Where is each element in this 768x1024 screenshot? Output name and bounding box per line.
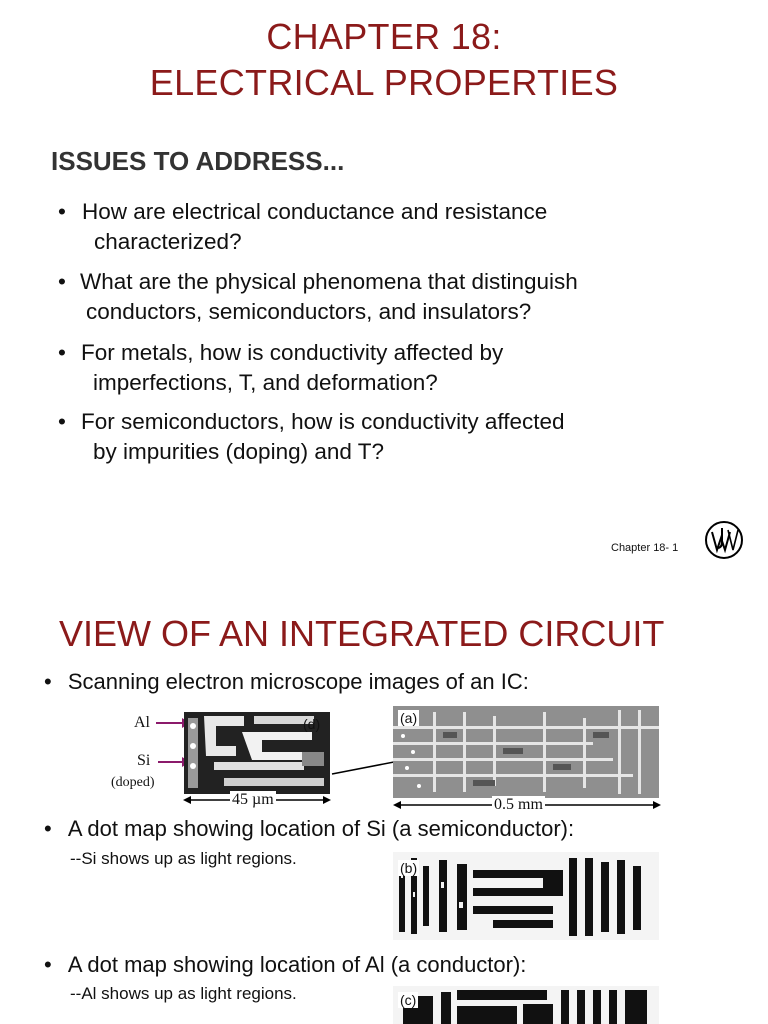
bullet-4-line2: by impurities (doping) and T? — [93, 439, 384, 464]
chapter-title-line1: CHAPTER 18: — [266, 16, 502, 57]
bullet-dot: • — [44, 816, 52, 841]
panel-b-label: (b) — [400, 860, 418, 876]
dot-map-al-image — [393, 986, 659, 1024]
bullet-dot: • — [44, 669, 52, 694]
al-map-subtext: --Al shows up as light regions. — [70, 984, 297, 1003]
issues-heading: ISSUES TO ADDRESS... — [51, 146, 345, 176]
si-label: Si — [137, 752, 151, 769]
bullet-4-line1: For semiconductors, how is conductivity affected — [81, 409, 565, 434]
dot-map-si-image — [393, 852, 659, 940]
slide-footer: Chapter 18- 1 — [611, 542, 679, 554]
sem-image-a — [393, 706, 659, 798]
panel-a-label: (a) — [400, 710, 418, 726]
bullet-3 — [58, 338, 718, 398]
doped-label: (doped) — [111, 775, 155, 790]
sem-bullet — [44, 669, 529, 695]
bullet-dot: • — [44, 952, 52, 977]
al-map-bullet — [44, 952, 526, 978]
bullet-1 — [58, 197, 718, 257]
al-label: Al — [134, 714, 150, 731]
bullet-4 — [58, 407, 718, 467]
bullet-2 — [58, 267, 718, 327]
sem-bullet-text: Scanning electron microscope images of an IC: — [67, 669, 529, 694]
bullet-3-line2: imperfections, T, and deformation? — [93, 370, 438, 395]
ic-view-title: VIEW OF AN INTEGRATED CIRCUIT — [59, 613, 665, 654]
bullet-1-line1: How are electrical conductance and resistance — [82, 199, 548, 224]
bullet-dot: • — [58, 199, 66, 224]
chapter-title-line2: ELECTRICAL PROPERTIES — [149, 62, 619, 103]
al-map-text: A dot map showing location of Al (a conductor): — [67, 952, 527, 977]
bullet-dot: • — [58, 340, 66, 365]
wiley-logo-icon — [704, 520, 744, 565]
bullet-3-line1: For metals, how is conductivity affected by — [81, 340, 504, 365]
bullet-1-line2: characterized? — [94, 229, 242, 254]
bullet-2-line2: conductors, semiconductors, and insulators? — [86, 299, 532, 324]
panel-c-label: (c) — [400, 992, 417, 1008]
bullet-2-line1: What are the physical phenomena that distinguish — [80, 269, 578, 294]
bullet-dot: • — [58, 269, 66, 294]
panel-d-label: (d) — [303, 716, 321, 732]
scale-large-label: 0.5 mm — [494, 796, 543, 813]
si-map-bullet — [44, 816, 574, 842]
si-map-subtext: --Si shows up as light regions. — [70, 849, 297, 868]
scale-small-label: 45 µm — [232, 791, 274, 808]
si-map-text: A dot map showing location of Si (a semiconductor): — [67, 816, 575, 841]
bullet-dot: • — [58, 409, 66, 434]
